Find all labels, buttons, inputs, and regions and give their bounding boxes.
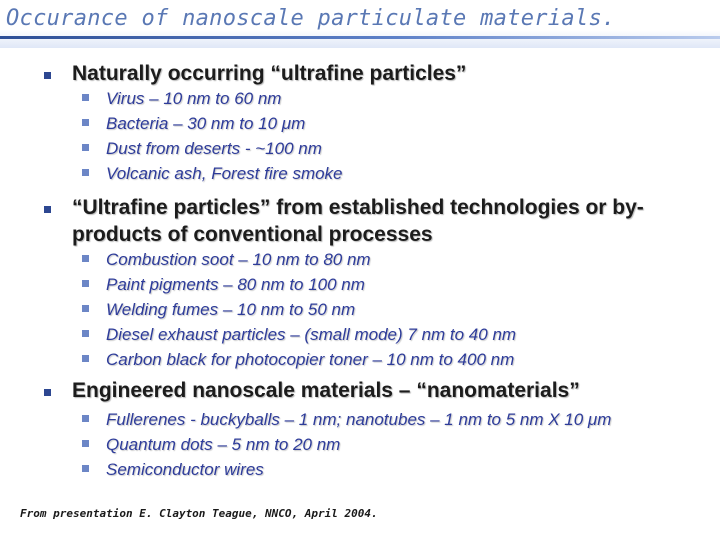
list-item-text: Volcanic ash, Forest fire smoke — [106, 164, 343, 183]
list-item-text: Virus – 10 nm to 60 nm — [106, 89, 282, 108]
square-bullet-icon — [82, 305, 89, 312]
list-item-text: Carbon black for photocopier toner – 10 nm to 400 nm — [106, 350, 515, 369]
section-heading: Naturally occurring “ultrafine particles” — [72, 62, 467, 85]
square-bullet-icon — [82, 280, 89, 287]
square-bullet-icon — [44, 206, 51, 213]
square-bullet-icon — [44, 72, 51, 79]
square-bullet-icon — [82, 355, 89, 362]
list-item-text: Bacteria – 30 nm to 10 μm — [106, 114, 306, 133]
square-bullet-icon — [82, 415, 89, 422]
square-bullet-icon — [82, 144, 89, 151]
square-bullet-icon — [82, 440, 89, 447]
section-heading: Engineered nanoscale materials – “nanomaterials” — [72, 379, 580, 402]
title-bar — [0, 0, 720, 48]
slide-title: Occurance of nanoscale particulate materials. — [6, 6, 616, 31]
title-underline — [0, 36, 720, 39]
square-bullet-icon — [44, 389, 51, 396]
square-bullet-icon — [82, 330, 89, 337]
square-bullet-icon — [82, 119, 89, 126]
list-item-text: Quantum dots – 5 nm to 20 nm — [106, 435, 341, 454]
list-item — [0, 460, 720, 497]
list-item-text: Semiconductor wires — [106, 460, 264, 479]
section-heading: “Ultrafine particles” from established technologies or by-products of conventional processes — [72, 196, 644, 246]
source-footnote: From presentation E. Clayton Teague, NNCO, April 2004. — [20, 507, 378, 520]
list-item-text: Paint pigments – 80 nm to 100 nm — [106, 275, 365, 294]
square-bullet-icon — [82, 169, 89, 176]
list-item-text: Fullerenes - buckyballs – 1 nm; nanotubes – 1 nm to 5 nm X 10 μm — [106, 410, 612, 429]
list-item-text: Dust from deserts - ~100 nm — [106, 139, 322, 158]
list-item-text: Combustion soot – 10 nm to 80 nm — [106, 250, 371, 269]
list-item-text: Diesel exhaust particles – (small mode) 7 nm to 40 nm — [106, 325, 517, 344]
square-bullet-icon — [82, 255, 89, 262]
list-item-text: Welding fumes – 10 nm to 50 nm — [106, 300, 356, 319]
square-bullet-icon — [82, 94, 89, 101]
square-bullet-icon — [82, 465, 89, 472]
